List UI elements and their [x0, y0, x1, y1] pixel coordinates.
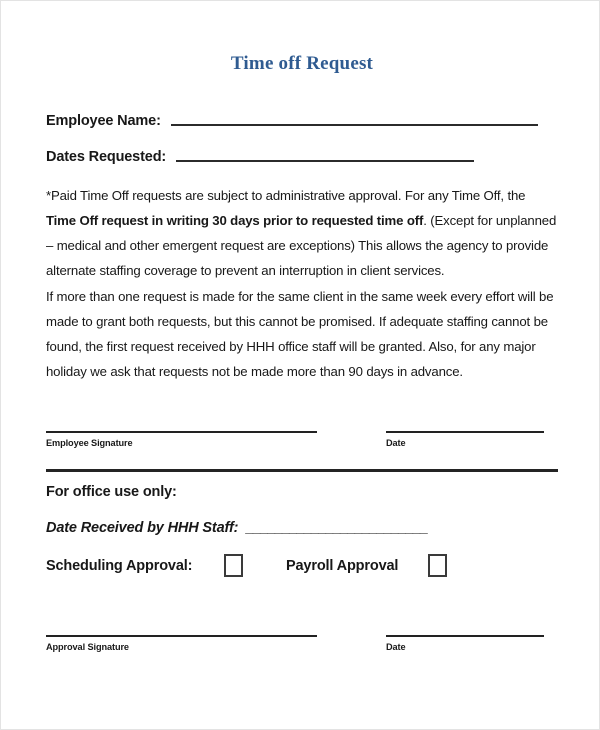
approval-signature-block [46, 635, 558, 675]
policy-paragraph [46, 183, 558, 283]
employee-date-caption: Date [386, 438, 406, 448]
date-received-input[interactable]: _________________________ [245, 520, 427, 536]
scheduling-approval-checkbox[interactable] [224, 554, 243, 577]
approval-date-slot [386, 635, 544, 652]
payroll-approval-group [286, 554, 447, 577]
employee-name-field-row [46, 113, 538, 129]
payroll-approval-checkbox[interactable] [428, 554, 447, 577]
dates-requested-input[interactable] [176, 160, 474, 162]
scheduling-approval-group [46, 554, 243, 577]
employee-signature-caption: Employee Signature [46, 438, 133, 448]
employee-signature-block [46, 431, 558, 471]
staffing-paragraph: If more than one request is made for the same client in the same week every effort will be made to grant both requests, but this cannot be promised. If adequate staffing cannot be found, the first request received by HHH office staff will be granted. Also, for any major holiday we ask that requests not be made more than 90 days in advance. [46, 289, 554, 379]
office-use-heading: For office use only: [46, 484, 177, 500]
approval-signature-slot [46, 635, 317, 652]
form-content [46, 1, 558, 730]
dates-requested-field-row [46, 149, 474, 165]
approval-signature-caption: Approval Signature [46, 642, 129, 652]
employee-name-input[interactable] [171, 124, 538, 126]
employee-name-label: Employee Name: [46, 113, 161, 129]
approval-date-caption: Date [386, 642, 406, 652]
scheduling-approval-label: Scheduling Approval: [46, 557, 193, 574]
policy-text-emphasis: Time Off request in writing 30 days prior to requested time off [46, 213, 424, 228]
date-received-row [46, 520, 427, 536]
date-received-label: Date Received by HHH Staff: [46, 520, 239, 536]
employee-date-slot [386, 431, 544, 448]
page-title: Time off Request [230, 53, 374, 74]
approval-row [46, 554, 558, 584]
employee-signature-slot [46, 431, 317, 448]
policy-text-part2: . (Except for unplanned – medical and other emergent request are exceptions) This allows the agency to provide alternate staffing coverage to prevent an interruption in client services. [46, 213, 557, 278]
policy-text-part1: *Paid Time Off requests are subject to administrative approval. For any Time Off, the [46, 188, 526, 203]
section-divider [46, 469, 558, 472]
dates-requested-label: Dates Requested: [46, 149, 167, 165]
payroll-approval-label: Payroll Approval [286, 557, 399, 574]
